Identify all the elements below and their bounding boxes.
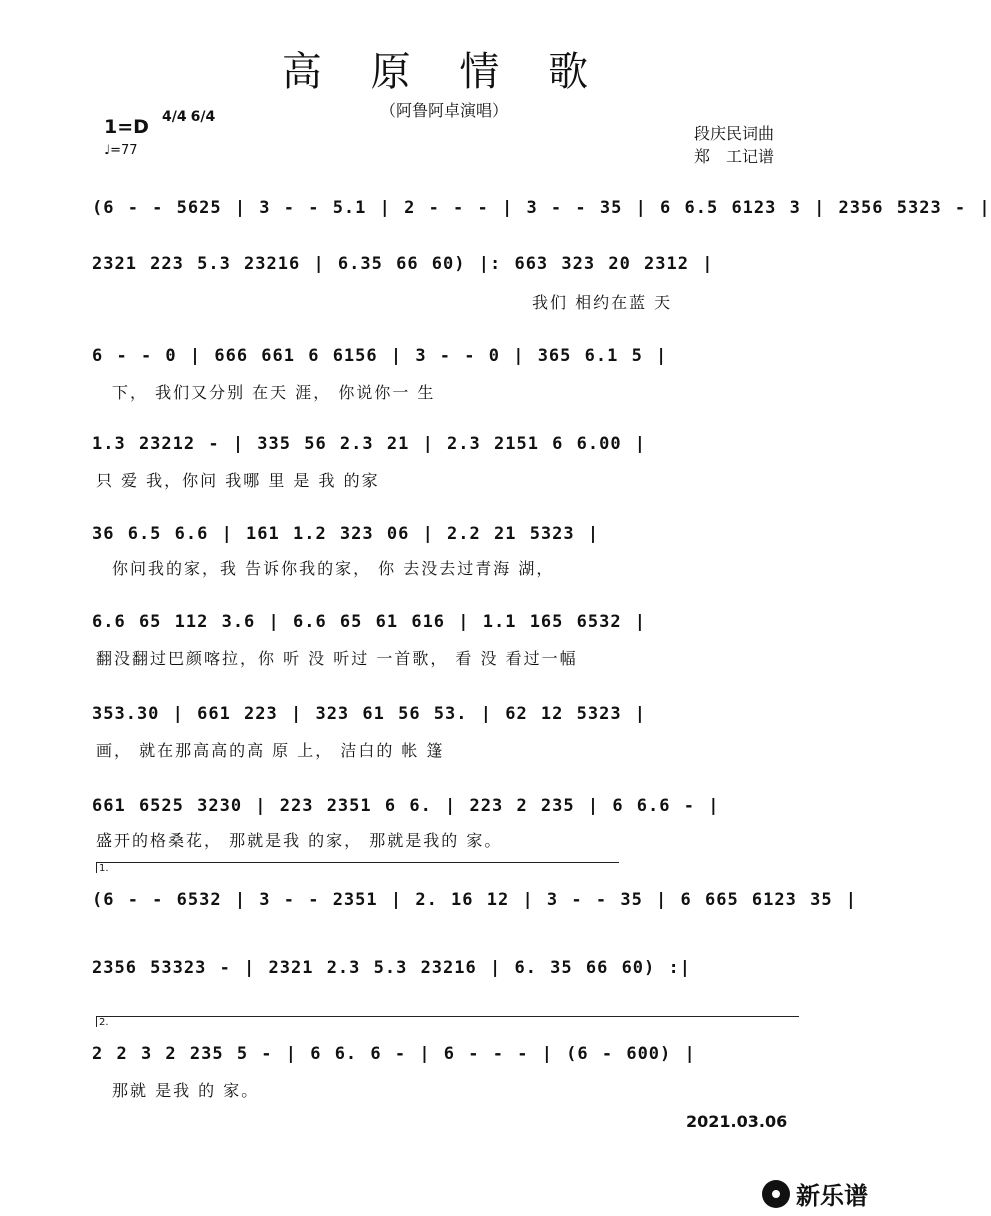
notation-line: 36 6.5 6.6 | 161 1.2 323 06 | 2.2 21 5323 | [92,524,600,544]
volta-bracket-2: 2. [96,1016,799,1027]
record-disc-icon [762,1180,790,1208]
song-title: 高 原 情 歌 [281,49,607,95]
notation-line: (6 - - 5625 | 3 - - 5.1 | 2 - - - | 3 - - 35 | 6 6.5 6123 3 | 2356 5323 - | [92,198,991,218]
score-row-11 [92,1032,800,1076]
notation-line: (6 - - 6532 | 3 - - 2351 | 2. 16 12 | 3 - - 35 | 6 665 6123 35 | [92,890,858,910]
tempo-marking: ♩=77 [104,143,138,158]
performer-subtitle: （阿鲁阿卓演唱） [379,101,508,120]
site-logo[interactable] [762,1176,868,1211]
volta-bracket-1: 1. [96,862,619,873]
transcription-date: 2021.03.06 [686,1112,788,1131]
time-signature [162,110,219,125]
notation-line: 2 2 3 2 235 5 - | 6 6. 6 - | 6 - - - | (6 - 600) | [92,1044,696,1064]
lyric-line: 那就 是我 的 家。 [112,1081,260,1100]
score-row-7 [92,692,800,736]
notation-line: 353.30 | 661 223 | 323 61 56 53. | 62 12 5323 | [92,704,647,724]
notation-line: 6 - - 0 | 666 661 6 6156 | 3 - - 0 | 365 6.1 5 | [92,346,668,366]
score-row-2 [92,242,800,286]
lyric-line: 我们 相约在蓝 天 [532,293,673,312]
time-signature-1: 4/4 [162,109,187,125]
lyric-line: 盛开的格桑花， 那就是我 的家， 那就是我的 家。 [96,831,503,850]
credits [694,122,774,168]
notation-line: 2321 223 5.3 23216 | 6.35 66 60) |: 663 323 20 2312 | [92,254,714,274]
notation-line: 1.3 23212 - | 335 56 2.3 21 | 2.3 2151 6 6.00 | [92,434,647,454]
score-row-10 [92,946,800,990]
score-row-9 [92,878,858,922]
lyric-line: 翻没翻过巴颜喀拉，你 听 没 听过 一首歌， 看 没 看过一幅 [96,649,578,668]
notation-line: 6.6 65 112 3.6 | 6.6 65 61 616 | 1.1 165 6532 | [92,612,647,632]
logo-text: 新乐谱 [796,1182,868,1210]
transcriber-credit: 郑 工记谱 [694,147,775,166]
score-row-1 [92,186,991,230]
lyric-line: 只 爱 我，你问 我哪 里 是 我 的家 [96,471,380,490]
lyricist-credit: 段庆民词曲 [694,124,775,143]
score-row-5 [92,512,800,556]
lyric-line: 你问我的家，我 告诉你我的家， 你 去没去过青海 湖， [112,559,555,578]
notation-line: 2356 53323 - | 2321 2.3 5.3 23216 | 6. 35 66 60) :| [92,958,691,978]
key-signature: 1=D [104,116,149,138]
score-row-8 [92,784,800,828]
notation-line: 661 6525 3230 | 223 2351 6 6. | 223 2 235 | 6 6.6 - | [92,796,720,816]
time-signature-2: 6/4 [190,109,216,125]
lyric-line: 下， 我们又分别 在天 涯， 你说你一 生 [112,383,436,402]
lyric-line: 画， 就在那高高的高 原 上， 洁白的 帐 篷 [96,741,445,760]
score-row-6 [92,600,800,644]
score-row-4 [92,422,800,466]
score-row-3 [92,334,800,378]
